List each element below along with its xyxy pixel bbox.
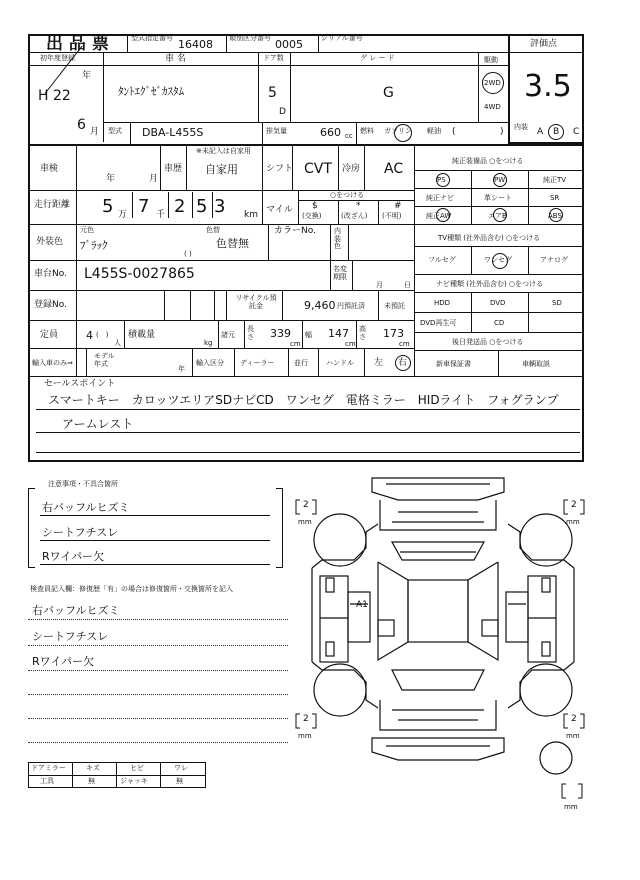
model-type-label: 型式 bbox=[108, 127, 122, 135]
damage-mark-a1: A1 bbox=[356, 600, 368, 610]
serial-label: シリアル番号 bbox=[321, 34, 363, 42]
nav-hdd: HDD bbox=[434, 299, 451, 307]
mileage-altered-label: (改ざん) bbox=[341, 212, 368, 220]
import-class-label: 輸入区分 bbox=[196, 359, 224, 367]
equip-leather: 革シート bbox=[484, 194, 512, 202]
mileage-exchange: $ bbox=[312, 201, 318, 211]
tone-label: 色替 bbox=[206, 226, 220, 234]
len-cm: cm bbox=[290, 340, 301, 348]
interior-a: A bbox=[537, 127, 544, 137]
interior-c: C bbox=[573, 127, 580, 137]
capacity-label: 定員 bbox=[40, 330, 59, 340]
nav-dvd-play: DVD再生可 bbox=[420, 319, 457, 327]
sales-line-2: アームレスト bbox=[62, 417, 134, 431]
missing-jack-value: 無 bbox=[176, 777, 183, 785]
import-label: 輸入車のみ⇒ bbox=[32, 359, 73, 367]
recycle-unpaid: 未預託 bbox=[384, 302, 405, 310]
load-unit: kg bbox=[204, 339, 213, 347]
recycle-unit: 円預託済 bbox=[337, 302, 365, 310]
inspector-line-2: シートフチスレ bbox=[32, 630, 109, 643]
mileage-circle-note: ○をつける bbox=[330, 191, 365, 199]
inspection-month-unit: 月 bbox=[149, 174, 159, 184]
nav-sd: SD bbox=[552, 299, 562, 307]
nav-cd: CD bbox=[494, 319, 505, 327]
recycle-value: 9,460 bbox=[304, 299, 336, 312]
equip-airbag: エアB bbox=[488, 212, 507, 220]
missing-h-break: ワレ bbox=[174, 764, 188, 772]
color-no-label: カラーNo. bbox=[274, 226, 316, 236]
inspector-line-1: 右バッフルヒズミ bbox=[32, 604, 120, 617]
interior-b: B bbox=[553, 127, 560, 137]
equip-tv: 純正TV bbox=[543, 176, 567, 184]
inspector-line-3: Rワイパー欠 bbox=[32, 655, 95, 668]
dims-label: 諸元 bbox=[221, 331, 235, 339]
equip-pw: PW bbox=[494, 176, 506, 184]
registration-label: 登録No. bbox=[34, 300, 67, 310]
later-warranty: 新車保証書 bbox=[436, 360, 471, 368]
wid-label: 幅 bbox=[305, 331, 312, 339]
hei-value: 173 bbox=[383, 327, 404, 340]
fuel-diesel: 軽油 bbox=[427, 127, 441, 135]
note-line-3: Rワイパー欠 bbox=[42, 550, 105, 563]
tire-fr-depth: 2 bbox=[571, 500, 577, 510]
chassis-value: L455S-0027865 bbox=[84, 266, 195, 282]
orig-color-value: ﾌﾞﾗｯｸ bbox=[80, 239, 108, 252]
mileage-label: 走行距離 bbox=[34, 200, 71, 210]
title-month-unit: 月 bbox=[376, 281, 383, 289]
shift-label: シフト bbox=[266, 164, 294, 174]
missing-tools-value: 無 bbox=[88, 777, 95, 785]
tire-rl-mm: mm bbox=[298, 732, 312, 740]
tone-paren: ( ) bbox=[184, 250, 192, 258]
notes-bracket-left bbox=[28, 488, 35, 568]
tire-rl-depth: 2 bbox=[303, 714, 309, 724]
hei-cm: cm bbox=[399, 340, 410, 348]
car-name-value: ﾀﾝﾄｴｸﾞｾﾞｶｽﾀﾑ bbox=[118, 85, 184, 98]
missing-h-scratch: キズ bbox=[86, 764, 100, 772]
fuel-label: 燃料 bbox=[360, 127, 374, 135]
fuel-paren: ( bbox=[452, 127, 456, 137]
mile-label: マイル bbox=[266, 205, 293, 215]
hei-label: 高さ bbox=[359, 325, 366, 341]
later-manual: 車輌取説 bbox=[522, 360, 550, 368]
note-line-1: 右バッフルヒズミ bbox=[42, 501, 130, 514]
tv-fullseg: フルセグ bbox=[428, 256, 456, 264]
mileage-unknown: # bbox=[394, 201, 402, 211]
model-code-value: DBA-L455S bbox=[142, 126, 204, 139]
history-note: ※未記入は自家用 bbox=[196, 147, 251, 155]
nav-dvd: DVD bbox=[490, 299, 506, 307]
handle-left: 左 bbox=[374, 358, 384, 368]
sales-line-1: スマートキー カロッツエリアSDナビCD ワンセグ 電格ミラー HIDライト フォグランプ bbox=[48, 393, 559, 407]
model-designation-value: 16408 bbox=[178, 38, 213, 51]
mileage-man: 万 bbox=[118, 210, 128, 220]
mileage-exchange-label: (交換) bbox=[302, 212, 322, 220]
mileage-digit-1: 5 bbox=[102, 196, 114, 217]
inspection-year-unit: 年 bbox=[106, 174, 116, 184]
nav-title: ナビ種類 (社外品含む) ○をつける bbox=[436, 280, 544, 288]
first-reg-label: 初年度登録 bbox=[40, 54, 75, 62]
mileage-digit-2: 7 bbox=[138, 196, 150, 217]
equip-navi: 純正ナビ bbox=[426, 194, 454, 202]
drive-4wd: 4WD bbox=[484, 103, 501, 111]
rating-value: 3.5 bbox=[524, 69, 572, 104]
doors-suffix: D bbox=[279, 107, 286, 117]
inspection-label: 車検 bbox=[40, 164, 59, 174]
equip-sr: SR bbox=[550, 194, 560, 202]
load-label: 積載量 bbox=[128, 330, 156, 340]
dealer-label: ディーラー bbox=[240, 359, 275, 367]
model-designation-label: 型式指定番号 bbox=[131, 34, 173, 42]
grade-label: グ レ ー ド bbox=[360, 54, 395, 62]
fuel-gas-circle bbox=[394, 124, 412, 142]
displacement-value: 660 bbox=[320, 126, 341, 139]
tv-title: TV種類 (社外品含む) ○をつける bbox=[438, 234, 541, 242]
missing-h-mirror: ドアミラー bbox=[31, 764, 66, 772]
note-line-2: シートフチスレ bbox=[42, 526, 119, 539]
interior-label: 内装 bbox=[514, 123, 528, 131]
history-label: 車歴 bbox=[164, 164, 183, 174]
month-unit: 月 bbox=[90, 127, 100, 137]
rating-label: 評価点 bbox=[530, 39, 558, 49]
spare-mm: mm bbox=[564, 803, 578, 811]
tv-oneseg: ワンセグ bbox=[484, 256, 512, 264]
wid-cm: cm bbox=[345, 340, 356, 348]
title-day-unit: 日 bbox=[404, 281, 411, 289]
tire-fr-mm: mm bbox=[566, 518, 580, 526]
fuel-gas: ガソリン bbox=[384, 127, 412, 135]
equip-aw: 純正AW bbox=[426, 212, 452, 220]
missing-h-crack: ヒビ bbox=[130, 764, 144, 772]
fuel-paren-close: ) bbox=[500, 127, 504, 137]
displacement-label: 排気量 bbox=[266, 127, 287, 135]
wid-value: 147 bbox=[328, 327, 349, 340]
chassis-label: 車台No. bbox=[34, 269, 67, 279]
handle-label: ハンドル bbox=[326, 359, 354, 367]
year-era: H 22 bbox=[38, 88, 71, 104]
mileage-unknown-label: (不明) bbox=[382, 212, 402, 220]
shift-value: CVT bbox=[304, 161, 332, 177]
month-value: 6 bbox=[77, 117, 86, 133]
tire-rr-depth: 2 bbox=[571, 714, 577, 724]
tire-rr-mm: mm bbox=[566, 732, 580, 740]
len-value: 339 bbox=[270, 327, 291, 340]
parallel-label: 並行 bbox=[294, 359, 308, 367]
drive-label: 駆動 bbox=[484, 56, 498, 64]
tv-analog: アナログ bbox=[540, 256, 568, 264]
ac-value: AC bbox=[384, 161, 404, 177]
drive-2wd: 2WD bbox=[484, 79, 501, 87]
equipment-title: 純正装備品 ○をつける bbox=[452, 157, 524, 165]
capacity-unit: 人 bbox=[114, 339, 121, 347]
ac-label: 冷房 bbox=[342, 164, 361, 174]
displacement-unit: cc bbox=[345, 132, 353, 140]
doors-value: 5 bbox=[268, 85, 277, 101]
tire-fl-depth: 2 bbox=[303, 500, 309, 510]
model-year-unit: 年 bbox=[178, 365, 185, 373]
tone-value: 色替無 bbox=[216, 237, 249, 250]
grade-value: G bbox=[383, 85, 394, 101]
len-label: 長さ bbox=[247, 325, 254, 341]
equip-abs: ABS bbox=[548, 212, 562, 220]
capacity-paren: ( ) bbox=[96, 331, 109, 339]
sales-label: セールスポイント bbox=[44, 379, 116, 389]
recycle-label: リサイクル預託金 bbox=[235, 294, 277, 311]
orig-color-label: 元色 bbox=[80, 226, 94, 234]
missing-jack: ジャッキ bbox=[120, 777, 148, 785]
car-name-label: 車 名 bbox=[165, 54, 186, 64]
missing-tools: 工具 bbox=[40, 777, 54, 785]
mileage-sen: 千 bbox=[156, 210, 166, 220]
title-deadline-label: 名変期限 bbox=[333, 265, 347, 281]
inspector-title: 検査員記入欄：修復歴「有」の場合は修復箇所・交換箇所を記入 bbox=[30, 585, 233, 593]
category-value: 0005 bbox=[275, 38, 303, 51]
mileage-digit-5: 3 bbox=[214, 196, 226, 217]
later-title: 後日発送品 ○をつける bbox=[452, 338, 524, 346]
mileage-digit-3: 2 bbox=[174, 196, 186, 217]
notes-bracket-right bbox=[276, 488, 283, 568]
handle-right: 右 bbox=[398, 358, 408, 368]
doors-label: ドア数 bbox=[263, 54, 284, 62]
notes-title: 注意事項・不具合箇所 bbox=[48, 480, 118, 488]
mileage-altered: * bbox=[356, 201, 361, 211]
form-title: 出 品 票 bbox=[46, 34, 109, 54]
interior-color-label: 内装色 bbox=[334, 227, 341, 251]
tire-fl-mm: mm bbox=[298, 518, 312, 526]
capacity-value: 4 bbox=[86, 329, 93, 342]
mileage-km: km bbox=[244, 210, 258, 220]
equip-ps: PS bbox=[437, 176, 446, 184]
model-year-label: モデル年式 bbox=[94, 352, 115, 369]
history-value: 自家用 bbox=[205, 163, 238, 176]
category-label: 類別区分番号 bbox=[229, 34, 271, 42]
year-unit: 年 bbox=[82, 71, 92, 81]
color-label: 外装色 bbox=[36, 237, 64, 247]
mileage-digit-4: 5 bbox=[196, 196, 208, 217]
